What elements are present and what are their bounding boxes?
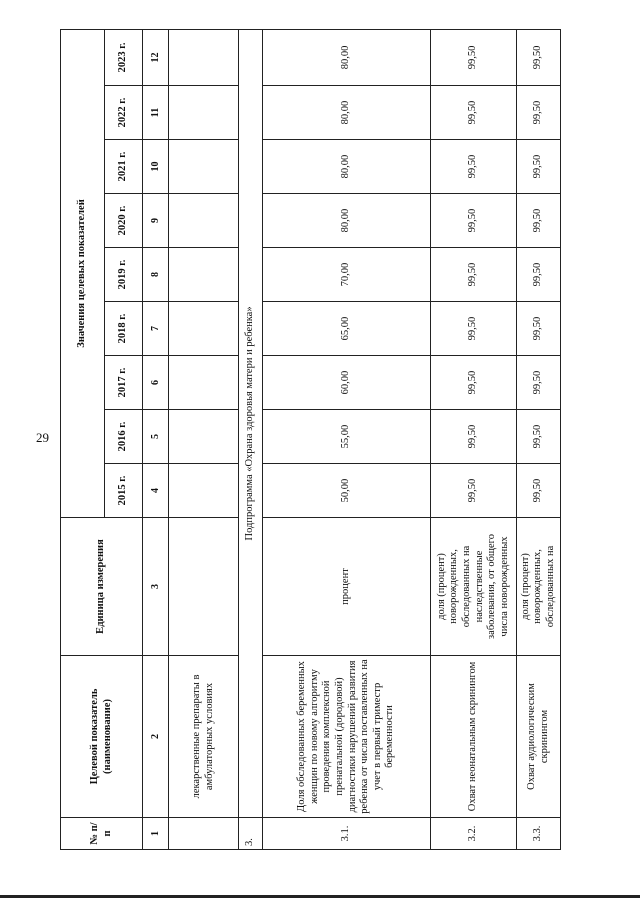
row-no: 3.2.	[431, 818, 517, 850]
row-unit: доля (процент) новорожденных, обследованных на наследственные заболевания, от общего числа новорожденных	[431, 518, 517, 656]
row-value: 99,50	[431, 86, 517, 140]
column-number: 7	[143, 302, 169, 356]
empty-cell	[169, 140, 239, 194]
empty-cell	[169, 194, 239, 248]
header-row-1	[61, 29, 105, 849]
row-indicator: Охват аудиологическим скринингом	[517, 656, 561, 818]
header-year: 2018 г.	[105, 302, 143, 356]
header-year: 2019 г.	[105, 248, 143, 302]
empty-cell	[169, 464, 239, 518]
empty-cell	[169, 86, 239, 140]
table-row	[263, 29, 431, 849]
column-number: 4	[143, 464, 169, 518]
header-year: 2016 г.	[105, 410, 143, 464]
row-value: 99,50	[517, 194, 561, 248]
header-unit: Единица измерения	[61, 518, 143, 656]
empty-cell	[169, 302, 239, 356]
row-value: 99,50	[517, 140, 561, 194]
row-value: 80,00	[263, 86, 431, 140]
row-value: 99,50	[431, 248, 517, 302]
row-value: 65,00	[263, 302, 431, 356]
bottom-rule	[0, 895, 640, 898]
column-number: 8	[143, 248, 169, 302]
row-value: 99,50	[517, 356, 561, 410]
column-number: 10	[143, 140, 169, 194]
row-no: 3.3.	[517, 818, 561, 850]
row-value: 80,00	[263, 29, 431, 85]
row-value: 60,00	[263, 356, 431, 410]
row-no: 3.1.	[263, 818, 431, 850]
row-value: 99,50	[517, 464, 561, 518]
column-numbers-row	[143, 29, 169, 849]
empty-cell	[169, 518, 239, 656]
empty-cell	[169, 29, 239, 85]
column-number: 3	[143, 518, 169, 656]
indicators-table	[60, 29, 561, 850]
row-value: 50,00	[263, 464, 431, 518]
continuation-indicator: лекарственные препараты в амбулаторных условиях	[169, 656, 239, 818]
row-value: 99,50	[431, 410, 517, 464]
column-number: 5	[143, 410, 169, 464]
empty-cell	[169, 410, 239, 464]
column-number: 9	[143, 194, 169, 248]
table-row	[517, 29, 561, 849]
column-number: 1	[143, 818, 169, 850]
row-value: 99,50	[431, 29, 517, 85]
page-number: 29	[36, 430, 49, 445]
row-value: 99,50	[431, 464, 517, 518]
subprogram-title: Подпрограмма «Охрана здоровья матери и ребенка»	[239, 29, 263, 817]
header-year: 2015 г.	[105, 464, 143, 518]
header-year: 2020 г.	[105, 194, 143, 248]
row-value: 80,00	[263, 140, 431, 194]
row-value: 70,00	[263, 248, 431, 302]
row-value: 55,00	[263, 410, 431, 464]
header-year: 2017 г.	[105, 356, 143, 410]
continuation-row	[169, 29, 239, 849]
column-number: 11	[143, 86, 169, 140]
empty-cell	[169, 248, 239, 302]
row-value: 99,50	[517, 248, 561, 302]
header-year: 2022 г.	[105, 86, 143, 140]
row-unit: доля (процент) новорожденных, обследованных на	[517, 518, 561, 656]
subprogram-row	[239, 29, 263, 849]
row-value: 99,50	[517, 86, 561, 140]
header-year: 2023 г.	[105, 29, 143, 85]
row-value: 99,50	[431, 302, 517, 356]
column-number: 12	[143, 29, 169, 85]
row-value: 99,50	[517, 29, 561, 85]
row-value: 80,00	[263, 194, 431, 248]
rotated-table-container	[60, 30, 560, 850]
row-indicator: Охват неонатальным скринингом	[431, 656, 517, 818]
header-indicator: Целевой показатель (наименование)	[61, 656, 143, 818]
subprogram-no: 3.	[239, 818, 263, 850]
column-number: 6	[143, 356, 169, 410]
header-values-group: Значения целевых показателей	[61, 29, 105, 517]
row-value: 99,50	[431, 140, 517, 194]
row-value: 99,50	[517, 410, 561, 464]
header-year: 2021 г.	[105, 140, 143, 194]
row-value: 99,50	[431, 194, 517, 248]
header-no: № п/п	[61, 818, 143, 850]
column-number: 2	[143, 656, 169, 818]
table-row	[431, 29, 517, 849]
row-unit: процент	[263, 518, 431, 656]
row-value: 99,50	[431, 356, 517, 410]
continuation-no	[169, 818, 239, 850]
empty-cell	[169, 356, 239, 410]
row-value: 99,50	[517, 302, 561, 356]
row-indicator: Доля обследованных беременных женщин по новому алгоритму проведения комплексной пренатальной (дородовой) диагностики нарушений развития ребенка от числа поставленных на учет в первый триместр беременности	[263, 656, 431, 818]
